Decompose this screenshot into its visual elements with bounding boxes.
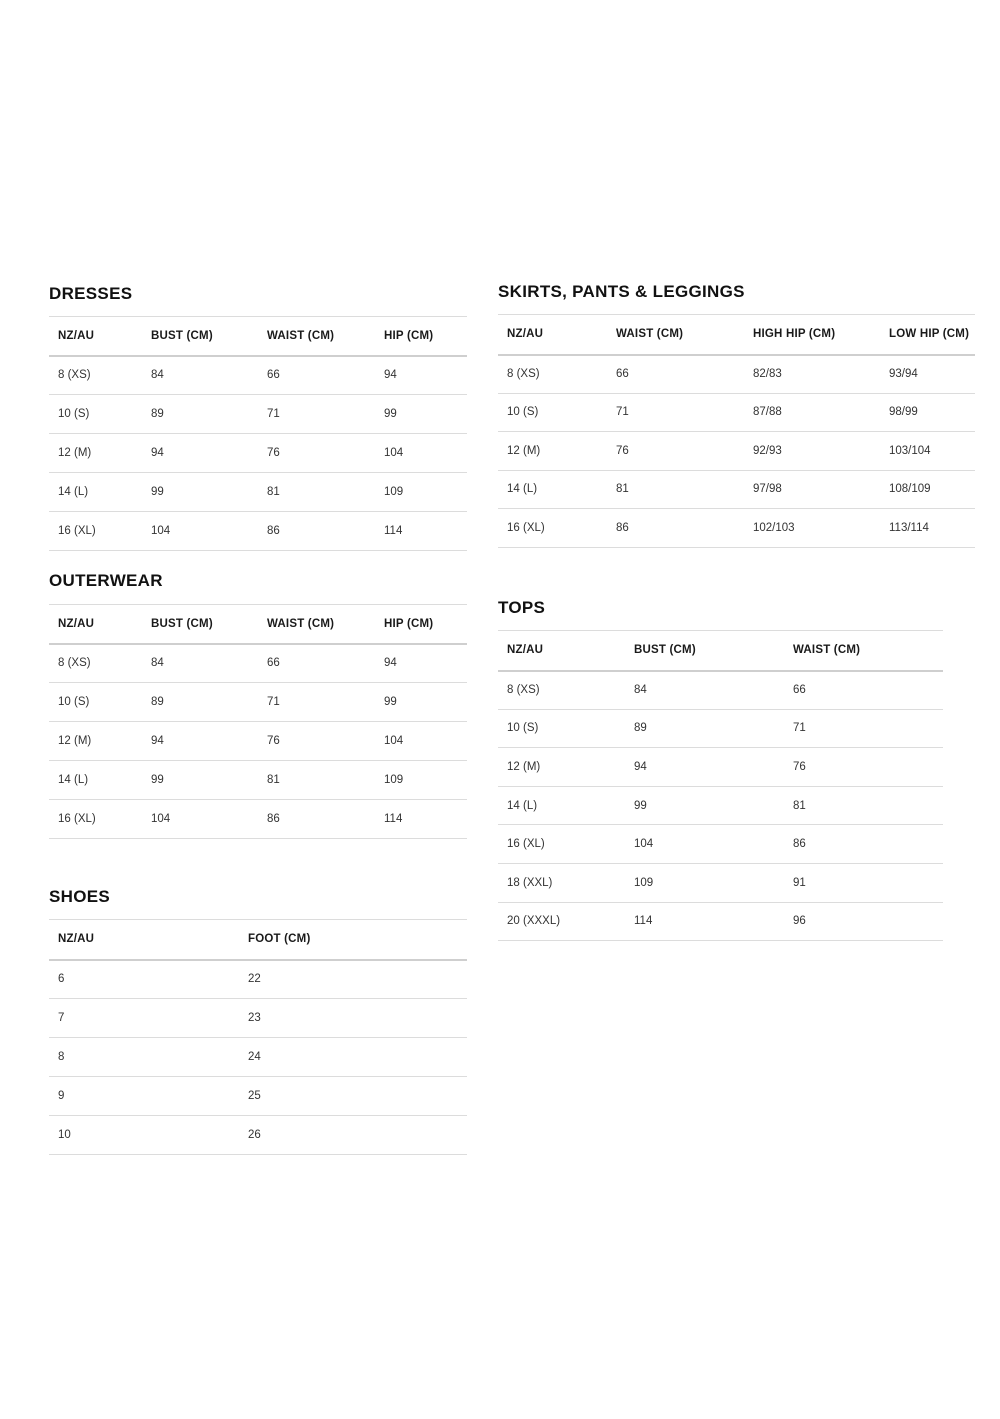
table-cell: 18 (XXL) <box>507 876 553 889</box>
column-header: WAIST (CM) <box>267 329 335 342</box>
table-cell: 81 <box>267 486 280 498</box>
table-row <box>498 863 943 902</box>
skirts-title: SKIRTS, PANTS & LEGGINGS <box>498 282 745 301</box>
table-cell: 10 <box>58 1129 71 1141</box>
table-cell: 16 (XL) <box>58 525 96 537</box>
shoes-title: SHOES <box>49 887 111 906</box>
table-cell: 98/99 <box>889 406 918 419</box>
table-cell: 71 <box>616 406 629 419</box>
table-cell: 12 (M) <box>58 447 92 459</box>
outerwear-table <box>49 604 467 839</box>
table-cell: 99 <box>634 799 647 812</box>
table-cell: 8 (XS) <box>58 369 91 382</box>
table-cell: 99 <box>151 486 164 498</box>
table-row <box>498 671 943 710</box>
table-row <box>49 644 467 683</box>
table-cell: 86 <box>616 521 629 534</box>
table-cell: 97/98 <box>753 483 782 496</box>
table-cell: 26 <box>248 1129 261 1141</box>
table-cell: 104 <box>384 447 404 459</box>
table-row <box>49 395 467 434</box>
table-row <box>498 902 943 941</box>
column-header: FOOT (CM) <box>248 933 311 946</box>
table-cell: 114 <box>384 525 403 537</box>
table-cell: 86 <box>267 813 280 825</box>
table-cell: 66 <box>793 684 806 697</box>
table-cell: 8 (XS) <box>58 657 91 670</box>
table-cell: 84 <box>151 657 164 670</box>
table-cell: 81 <box>267 774 280 786</box>
table-cell: 94 <box>384 657 397 670</box>
table-row <box>498 470 975 509</box>
table-cell: 104 <box>384 735 404 747</box>
table-row <box>498 748 943 787</box>
table-cell: 71 <box>267 408 280 420</box>
table-cell: 8 (XS) <box>507 368 540 380</box>
table-row <box>49 434 467 473</box>
table-row <box>49 683 467 722</box>
column-header: WAIST (CM) <box>267 617 335 630</box>
table-row <box>49 356 467 395</box>
column-header: HIP (CM) <box>384 329 434 342</box>
table-cell: 10 (S) <box>58 408 90 420</box>
table-cell: 84 <box>634 684 647 697</box>
table-cell: 76 <box>616 444 629 457</box>
table-row <box>49 800 467 839</box>
tops-table <box>498 630 943 941</box>
table-cell: 93/94 <box>889 368 918 380</box>
table-cell: 10 (S) <box>58 696 90 708</box>
table-row <box>49 960 467 999</box>
table-header-row <box>49 605 467 644</box>
table-row <box>49 761 467 800</box>
column-header: NZ/AU <box>507 328 544 341</box>
table-row <box>49 722 467 761</box>
table-cell: 66 <box>267 657 280 670</box>
table-cell: 66 <box>267 369 280 382</box>
table-cell: 82/83 <box>753 368 782 380</box>
table-row <box>498 432 975 471</box>
table-cell: 7 <box>58 1012 65 1024</box>
outerwear-title: OUTERWEAR <box>49 571 163 590</box>
table-header-row <box>49 317 467 356</box>
table-cell: 94 <box>151 447 164 459</box>
table-cell: 66 <box>616 368 629 380</box>
table-cell: 87/88 <box>753 406 782 419</box>
column-header: BUST (CM) <box>151 617 213 630</box>
shoes-table <box>49 919 467 1155</box>
table-cell: 96 <box>793 915 806 928</box>
table-row <box>498 355 975 394</box>
table-cell: 24 <box>248 1051 261 1063</box>
table-row <box>49 473 467 512</box>
table-cell: 16 (XL) <box>507 838 545 851</box>
table-cell: 89 <box>634 722 647 735</box>
table-row <box>49 1038 467 1077</box>
table-cell: 104 <box>151 813 171 825</box>
table-cell: 89 <box>151 696 164 708</box>
table-cell: 109 <box>634 876 654 889</box>
table-cell: 81 <box>616 483 629 496</box>
column-header: WAIST (CM) <box>793 644 861 657</box>
table-cell: 71 <box>267 696 280 708</box>
dresses-title: DRESSES <box>49 284 133 303</box>
table-cell: 86 <box>793 838 806 851</box>
column-header: BUST (CM) <box>634 644 696 657</box>
table-row <box>498 709 943 748</box>
table-cell: 99 <box>384 408 397 420</box>
column-header: NZ/AU <box>58 617 95 630</box>
table-cell: 14 (L) <box>58 486 89 498</box>
table-cell: 16 (XL) <box>507 521 545 534</box>
column-header: NZ/AU <box>58 933 95 946</box>
table-row <box>498 393 975 432</box>
table-row <box>49 999 467 1038</box>
table-cell: 10 (S) <box>507 406 539 419</box>
column-header: LOW HIP (CM) <box>889 328 970 341</box>
column-header: NZ/AU <box>507 644 544 657</box>
table-cell: 103/104 <box>889 444 931 457</box>
table-cell: 20 (XXXL) <box>507 915 561 928</box>
table-cell: 104 <box>634 838 654 851</box>
table-cell: 102/103 <box>753 521 795 534</box>
table-cell: 8 <box>58 1051 65 1063</box>
table-cell: 104 <box>151 525 171 537</box>
table-cell: 91 <box>793 876 806 889</box>
column-header: HIP (CM) <box>384 617 434 630</box>
table-cell: 94 <box>634 760 647 773</box>
column-header: BUST (CM) <box>151 329 213 342</box>
column-header: WAIST (CM) <box>616 328 684 341</box>
table-row <box>498 509 975 548</box>
table-cell: 86 <box>267 525 280 537</box>
table-cell: 89 <box>151 408 164 420</box>
table-header-row <box>498 631 943 671</box>
table-cell: 76 <box>267 447 280 459</box>
table-cell: 14 (L) <box>507 483 538 496</box>
table-cell: 114 <box>384 813 403 825</box>
table-row <box>498 786 943 825</box>
table-cell: 109 <box>384 774 404 786</box>
dresses-table <box>49 316 467 551</box>
table-cell: 12 (M) <box>58 735 92 747</box>
table-cell: 109 <box>384 486 404 498</box>
table-cell: 14 (L) <box>58 774 89 786</box>
table-cell: 76 <box>793 760 806 773</box>
table-cell: 12 (M) <box>507 444 541 457</box>
table-cell: 94 <box>151 735 164 747</box>
table-cell: 108/109 <box>889 483 931 496</box>
table-cell: 113/114 <box>889 521 929 534</box>
tops-title: TOPS <box>498 598 546 617</box>
table-cell: 114 <box>634 915 653 928</box>
table-cell: 23 <box>248 1012 261 1024</box>
table-cell: 14 (L) <box>507 799 538 812</box>
table-cell: 84 <box>151 369 164 382</box>
table-cell: 10 (S) <box>507 722 539 735</box>
table-cell: 9 <box>58 1090 65 1102</box>
table-cell: 76 <box>267 735 280 747</box>
table-cell: 71 <box>793 722 806 735</box>
table-cell: 81 <box>793 799 806 812</box>
table-cell: 16 (XL) <box>58 813 96 825</box>
table-cell: 94 <box>384 369 397 382</box>
table-cell: 22 <box>248 973 261 986</box>
table-header-row <box>498 315 975 355</box>
table-cell: 92/93 <box>753 444 782 457</box>
skirts-table <box>498 314 975 548</box>
table-cell: 6 <box>58 973 65 986</box>
column-header: HIGH HIP (CM) <box>753 328 836 341</box>
column-header: NZ/AU <box>58 329 95 342</box>
table-cell: 99 <box>384 696 397 708</box>
table-header-row <box>49 920 467 960</box>
table-cell: 25 <box>248 1090 261 1102</box>
table-row <box>49 512 467 551</box>
table-cell: 8 (XS) <box>507 684 540 697</box>
table-row <box>49 1116 467 1155</box>
table-row <box>498 825 943 864</box>
table-row <box>49 1077 467 1116</box>
table-cell: 99 <box>151 774 164 786</box>
table-cell: 12 (M) <box>507 760 541 773</box>
